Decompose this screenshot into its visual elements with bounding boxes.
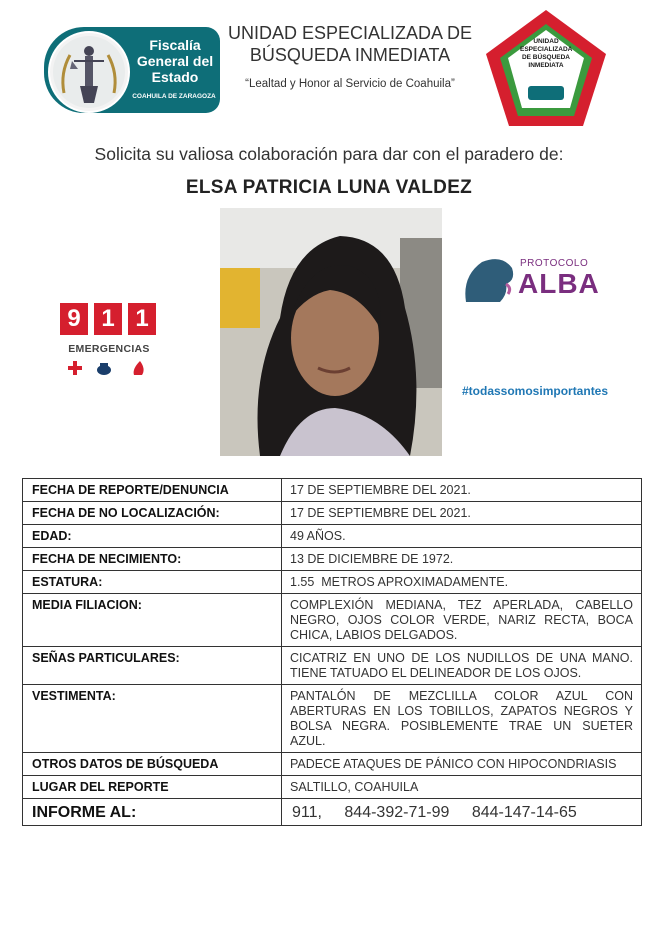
- table-row: [23, 571, 642, 594]
- motto: “Lealtad y Honor al Servicio de Coahuila”: [245, 78, 455, 90]
- person-name: ELSA PATRICIA LUNA VALDEZ: [185, 177, 473, 198]
- field-value: 49 AÑOS.: [282, 525, 642, 548]
- fiscalia-logo-subtitle: COAHUILA DE ZARAGOZA: [132, 93, 216, 100]
- protocolo-alba-logo: [462, 254, 602, 304]
- table-row: [23, 647, 642, 685]
- table-row: [23, 776, 642, 799]
- missing-person-photo: [220, 208, 442, 456]
- unit-logo: [484, 8, 608, 132]
- field-label: OTROS DATOS DE BÚSQUEDA: [23, 753, 282, 776]
- unit-logo-text: UNIDAD ESPECIALIZADA DE BÚSQUEDA INMEDIATA: [520, 38, 573, 69]
- missing-person-info-table: [22, 478, 642, 826]
- field-label: FECHA DE NECIMIENTO:: [23, 548, 282, 571]
- digit-9: 9: [60, 303, 88, 335]
- field-value: COMPLEXIÓN MEDIANA, TEZ APERLADA, CABELLO NEGRO, OJOS COLOR VERDE, NARIZ RECTA, BOCA CHICA, LABIOS DELGADOS.: [282, 594, 642, 647]
- emergencias-911-logo: [60, 303, 156, 383]
- field-label: INFORME AL:: [23, 799, 282, 826]
- fiscalia-logo-text: Fiscalía General del Estado: [136, 37, 214, 85]
- table-row: [23, 479, 642, 502]
- field-label: LUGAR DEL REPORTE: [23, 776, 282, 799]
- table-row: [23, 502, 642, 525]
- hashtag: #todassomosimportantes: [462, 384, 609, 398]
- alba-protocol-label: PROTOCOLO: [520, 258, 589, 269]
- field-value: PADECE ATAQUES DE PÁNICO CON HIPOCONDRIASIS: [282, 753, 642, 776]
- table-row: [23, 799, 642, 826]
- field-label: EDAD:: [23, 525, 282, 548]
- table-row: [23, 594, 642, 647]
- field-label: MEDIA FILIACION:: [23, 594, 282, 647]
- emergencias-label: EMERGENCIAS: [68, 343, 150, 355]
- alba-silhouette-icon: [462, 254, 516, 304]
- field-label: ESTATURA:: [23, 571, 282, 594]
- unit-title: UNIDAD ESPECIALIZADA DE BÚSQUEDA INMEDIATA: [227, 23, 473, 65]
- table-row: [23, 753, 642, 776]
- field-value: 17 DE SEPTIEMBRE DEL 2021.: [282, 502, 642, 525]
- justice-statue-icon: [48, 31, 130, 113]
- emergency-services-icons: [60, 359, 156, 379]
- digit-1: 1: [94, 303, 122, 335]
- contact-numbers: 911, 844-392-71-99 844-147-14-65: [282, 799, 642, 826]
- field-label: FECHA DE NO LOCALIZACIÓN:: [23, 502, 282, 525]
- request-text: Solicita su valiosa colaboración para dar con el paradero de:: [94, 144, 564, 164]
- field-value: 1.55 METROS APROXIMADAMENTE.: [282, 571, 642, 594]
- field-value: 17 DE SEPTIEMBRE DEL 2021.: [282, 479, 642, 502]
- field-value: CICATRIZ EN UNO DE LOS NUDILLOS DE UNA MANO. TIENE TATUADO EL DELINEADOR DE LOS OJOS.: [282, 647, 642, 685]
- field-value: SALTILLO, COAHUILA: [282, 776, 642, 799]
- field-label: FECHA DE REPORTE/DENUNCIA: [23, 479, 282, 502]
- table-row: [23, 548, 642, 571]
- field-label: SEÑAS PARTICULARES:: [23, 647, 282, 685]
- alba-name: ALBA: [518, 268, 600, 299]
- table-row: [23, 685, 642, 753]
- field-value: 13 DE DICIEMBRE DE 1972.: [282, 548, 642, 571]
- table-row: [23, 525, 642, 548]
- digit-1b: 1: [128, 303, 156, 335]
- field-label: VESTIMENTA:: [23, 685, 282, 753]
- field-value: PANTALÓN DE MEZCLILLA COLOR AZUL CON ABERTURAS EN LOS TOBILLOS, ZAPATOS NEGROS Y BOLSA NEGRA. POSIBLEMENTE TRAE UN SUETER AZUL.: [282, 685, 642, 753]
- fiscalia-logo: [44, 27, 220, 113]
